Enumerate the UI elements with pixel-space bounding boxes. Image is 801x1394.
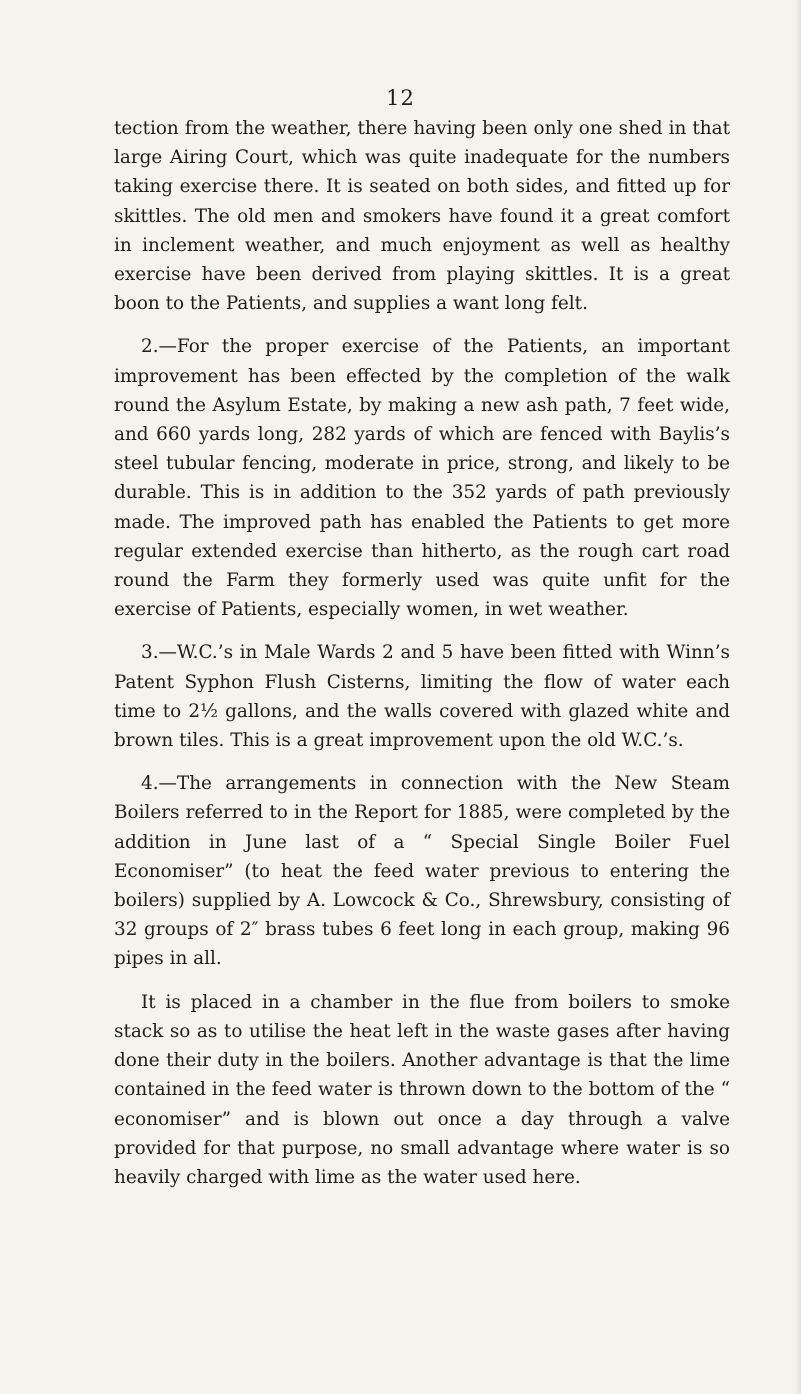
body-text [114, 114, 730, 1206]
paragraph-economiser: It is placed in a chamber in the flue from boilers to smoke stack so as to utilise the heat left in the waste gases after having done their duty in the boilers. Another advantage is that the lime contained in the feed water is thrown down to the bottom of the “ economiser” and is blown out once a day through a valve provided for that purpose, no small advantage where water is so heavily charged with lime as the water used here. [114, 991, 730, 1188]
page-number: 12 [386, 86, 415, 110]
paragraph-item-2: 2.—For the proper exercise of the Patients, an important improvement has been effected by the completion of the walk round the Asylum Estate, by making a new ash path, 7 feet wide, and 660 yards long, 282 yards of which are fenced with Baylis’s steel tubular fencing, moderate in price, strong, and likely to be durable. This is in addition to the 352 yards of path previously made. The improved path has enabled the Patients to get more regular extended exercise than hitherto, as the rough cart road round the Farm they formerly used was quite unfit for the exercise of Patients, especially women, in wet weather. [114, 336, 730, 621]
page-edge-shadow [795, 0, 801, 1394]
paragraph-item-4: 4.—The arrangements in connection with the New Steam Boilers referred to in the Report for 1885, were completed by the addition in June last of a “ Special Single Boiler Fuel Economiser” (to heat the feed water previous to entering the boilers) supplied by A. Lowcock & Co., Shrewsbury, consisting of 32 groups of 2″ brass tubes 6 feet long in each group, making 96 pipes in all. [114, 773, 730, 970]
paragraph-item-3: 3.—W.C.’s in Male Wards 2 and 5 have been fitted with Winn’s Patent Syphon Flush Cisterns, limiting the flow of water each time to 2½ gallons, and the walls covered with glazed white and brown tiles. This is a great improvement upon the old W.C.’s. [114, 642, 730, 752]
paragraph-continuation: tection from the weather, there having been only one shed in that large Airing Court, which was quite inadequate for the numbers taking exercise there. It is seated on both sides, and fitted up for skittles. The old men and smokers have found it a great comfort in inclement weather, and much enjoyment as well as healthy exercise have been derived from playing skittles. It is a great boon to the Patients, and supplies a want long felt. [114, 118, 730, 315]
